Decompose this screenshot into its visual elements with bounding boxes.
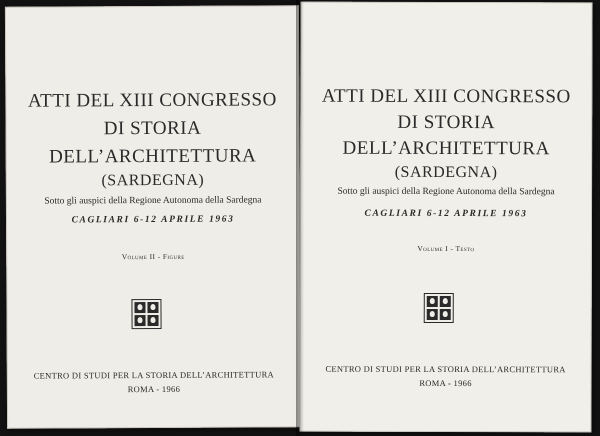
cover-place-year: ROMA - 1966 <box>127 383 181 395</box>
emblem-quadrant <box>440 309 451 320</box>
emblem-quadrant <box>147 302 158 313</box>
cover-publisher: CENTRO DI STUDI PER LA STORIA DELL’ARCHITETTURA <box>33 369 274 381</box>
cover-date: CAGLIARI 6-12 APRILE 1963 <box>71 214 235 226</box>
cover-date: CAGLIARI 6-12 APRILE 1963 <box>364 208 528 220</box>
four-moors-emblem-icon <box>131 299 161 329</box>
cover-volume-label: Volume II - Figure <box>121 251 185 262</box>
book-cover-volume-2 <box>5 5 301 429</box>
cover-auspices: Sotto gli auspici della Regione Autonoma della Sardegna <box>337 186 555 198</box>
cover-title-line-3: DELL’ARCHITETTURA <box>48 145 257 168</box>
emblem-quadrant <box>135 315 146 326</box>
emblem-quadrant <box>440 296 451 307</box>
emblem-quadrant <box>148 315 159 326</box>
emblem-quadrant <box>134 302 145 313</box>
cover-publisher: CENTRO DI STUDI PER LA STORIA DELL’ARCHITETTURA <box>325 363 566 375</box>
book-cover-volume-1 <box>299 2 592 433</box>
cover-title-line-3: DELL’ARCHITETTURA <box>342 137 550 160</box>
spine-shadow <box>296 0 304 436</box>
emblem-quadrant <box>427 309 438 320</box>
cover-title-line-2: DI STORIA <box>103 117 202 140</box>
four-moors-emblem-icon <box>424 293 454 323</box>
cover-region: (SARDEGNA) <box>101 171 205 190</box>
cover-title-line-1: ATTI DEL XIII CONGRESSO <box>27 89 277 112</box>
cover-title-line-1: ATTI DEL XIII CONGRESSO <box>321 85 571 108</box>
cover-title-line-2: DI STORIA <box>397 111 496 134</box>
cover-auspices: Sotto gli auspici della Regione Autonoma della Sardegna <box>44 195 262 207</box>
cover-region: (SARDEGNA) <box>394 163 498 182</box>
cover-volume-label: Volume I - Testo <box>417 243 475 254</box>
emblem-quadrant <box>427 296 438 307</box>
cover-place-year: ROMA - 1966 <box>419 377 472 389</box>
